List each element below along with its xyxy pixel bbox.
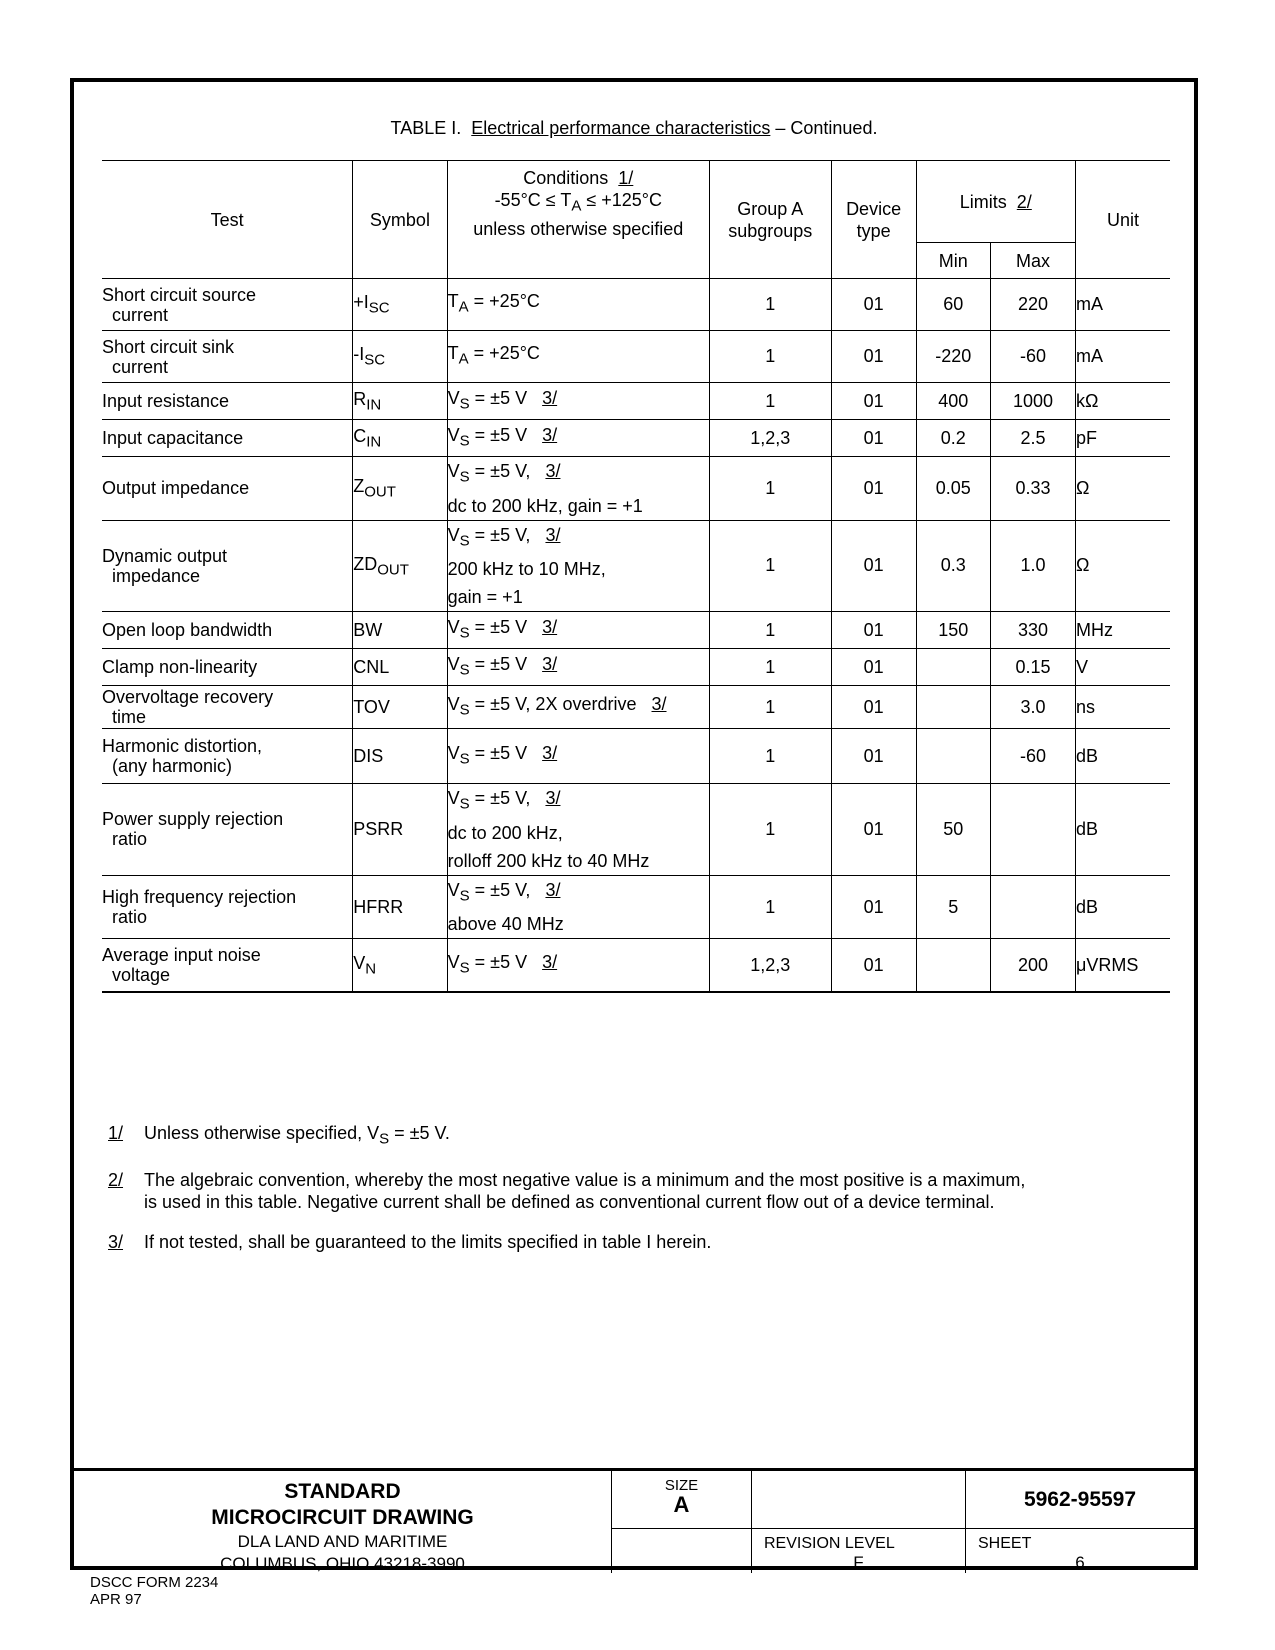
cell-group: 1 xyxy=(709,784,831,876)
cell-min: 150 xyxy=(916,612,990,649)
cell-max: -60 xyxy=(991,331,1076,383)
title-block-blank xyxy=(752,1471,966,1529)
title-block-agency: STANDARD MICROCIRCUIT DRAWING DLA LAND AND MARITIME COLUMBUS, OHIO 43218-3990 xyxy=(74,1471,612,1573)
cell-symbol: HFRR xyxy=(353,875,447,939)
cell-unit: dB xyxy=(1076,784,1170,876)
cell-symbol: $R_{IN}$ xyxy=(353,383,447,420)
cell-symbol: PSRR xyxy=(353,784,447,876)
cell-min xyxy=(916,686,990,729)
revision-level: REVISION LEVEL F xyxy=(752,1529,966,1573)
cell-group: 1 xyxy=(709,649,831,686)
cell-conditions: $V_S = \pm 5$ V 3/ xyxy=(447,649,709,686)
cell-min: 400 xyxy=(916,383,990,420)
table-row xyxy=(102,279,1170,331)
table-row xyxy=(102,383,1170,420)
cell-unit: mA xyxy=(1076,279,1170,331)
cell-min: -220 xyxy=(916,331,990,383)
title-block-size: SIZE A xyxy=(612,1471,752,1529)
form-number: DSCC FORM 2234 APR 97 xyxy=(90,1574,219,1608)
table-row xyxy=(102,784,1170,876)
cell-conditions: $T_A = +25^\circ C$ xyxy=(447,331,709,383)
cell-conditions: $V_S = \pm 5$ V, 3/ above 40 MHz xyxy=(447,875,709,939)
cell-conditions: $T_A = +25^\circ C$ xyxy=(447,279,709,331)
table-row xyxy=(102,612,1170,649)
cell-test: Short circuit source current xyxy=(102,279,353,331)
cell-device: 01 xyxy=(831,686,916,729)
cell-unit: MHz xyxy=(1076,612,1170,649)
cell-unit: ns xyxy=(1076,686,1170,729)
table-row xyxy=(102,875,1170,939)
cell-min: 0.05 xyxy=(916,457,990,521)
electrical-characteristics-table xyxy=(102,160,1170,993)
cell-test: Clamp non-linearity xyxy=(102,649,353,686)
cell-group: 1 xyxy=(709,612,831,649)
cell-max: 220 xyxy=(991,279,1076,331)
cell-max: -60 xyxy=(991,729,1076,784)
cell-device: 01 xyxy=(831,612,916,649)
cell-symbol: $Z_{OUT}$ xyxy=(353,457,447,521)
cell-min: 60 xyxy=(916,279,990,331)
cell-min: 0.2 xyxy=(916,420,990,457)
cell-symbol: DIS xyxy=(353,729,447,784)
cell-device: 01 xyxy=(831,383,916,420)
cell-max: 0.33 xyxy=(991,457,1076,521)
table-row xyxy=(102,649,1170,686)
header-min: Min xyxy=(916,243,990,279)
cell-min: 0.3 xyxy=(916,520,990,612)
cell-conditions: $V_S = \pm 5$ V 3/ xyxy=(447,729,709,784)
cell-min xyxy=(916,939,990,992)
cell-device: 01 xyxy=(831,420,916,457)
title-block xyxy=(74,1468,1194,1573)
cell-test: High frequency rejection ratio xyxy=(102,875,353,939)
table-row xyxy=(102,939,1170,992)
cell-symbol: TOV xyxy=(353,686,447,729)
table-row xyxy=(102,420,1170,457)
header-device-type: Device type xyxy=(831,161,916,279)
header-limits: Limits 2/ xyxy=(916,161,1075,243)
table-row xyxy=(102,457,1170,521)
cell-conditions: $V_S = \pm 5$ V 3/ xyxy=(447,612,709,649)
cell-conditions: $V_S = \pm 5$ V 3/ xyxy=(447,939,709,992)
cell-symbol: $+I_{SC}$ xyxy=(353,279,447,331)
cell-test: Harmonic distortion, (any harmonic) xyxy=(102,729,353,784)
title-block-blank-2 xyxy=(612,1529,752,1573)
cell-device: 01 xyxy=(831,279,916,331)
table-row xyxy=(102,331,1170,383)
cell-test: Input resistance xyxy=(102,383,353,420)
table-row xyxy=(102,520,1170,612)
cell-symbol: BW xyxy=(353,612,447,649)
cell-symbol: $V_N$ xyxy=(353,939,447,992)
cell-device: 01 xyxy=(831,520,916,612)
cell-unit: Ω xyxy=(1076,520,1170,612)
cell-unit: kΩ xyxy=(1076,383,1170,420)
cell-max: 200 xyxy=(991,939,1076,992)
cell-device: 01 xyxy=(831,729,916,784)
cell-group: 1 xyxy=(709,729,831,784)
footnote-2: 2/ The algebraic convention, whereby the most negative value is a minimum and the most positive is a maximum, is used in this table. Negative current shall be defined as conventional current flow out of a device terminal. xyxy=(108,1169,1026,1212)
cell-max: 0.15 xyxy=(991,649,1076,686)
header-symbol: Symbol xyxy=(353,161,447,279)
cell-device: 01 xyxy=(831,875,916,939)
cell-conditions: $V_S = \pm 5$ V, 3/ 200 kHz to 10 MHz, gain = +1 xyxy=(447,520,709,612)
page-frame xyxy=(70,78,1198,1573)
cell-group: 1 xyxy=(709,279,831,331)
table-body xyxy=(102,279,1170,992)
cell-max: 3.0 xyxy=(991,686,1076,729)
cell-symbol: CNL xyxy=(353,649,447,686)
cell-unit: pF xyxy=(1076,420,1170,457)
cell-unit: mA xyxy=(1076,331,1170,383)
cell-test: Overvoltage recovery time xyxy=(102,686,353,729)
cell-device: 01 xyxy=(831,939,916,992)
footnotes xyxy=(108,1122,1108,1271)
header-max: Max xyxy=(991,243,1076,279)
cell-min xyxy=(916,649,990,686)
header-group-a: Group A subgroups xyxy=(709,161,831,279)
cell-test: Dynamic output impedance xyxy=(102,520,353,612)
cell-max xyxy=(991,875,1076,939)
cell-min: 50 xyxy=(916,784,990,876)
sheet-number: SHEET 6 xyxy=(978,1535,1085,1572)
cell-max: 1000 xyxy=(991,383,1076,420)
cell-unit: V xyxy=(1076,649,1170,686)
cell-conditions: $V_S = \pm 5$ V 3/ xyxy=(447,383,709,420)
table-row xyxy=(102,729,1170,784)
cell-test: Input capacitance xyxy=(102,420,353,457)
cell-device: 01 xyxy=(831,649,916,686)
cell-device: 01 xyxy=(831,331,916,383)
cell-test: Output impedance xyxy=(102,457,353,521)
cell-min: 5 xyxy=(916,875,990,939)
cell-test: Short circuit sink current xyxy=(102,331,353,383)
cell-conditions: $V_S = \pm 5$ V 3/ xyxy=(447,420,709,457)
header-test: Test xyxy=(102,161,353,279)
cell-group: 1 xyxy=(709,875,831,939)
cell-symbol: $ZD_{OUT}$ xyxy=(353,520,447,612)
footnote-1: 1/ Unless otherwise specified, $V_S = \pm 5$ V. xyxy=(108,1123,450,1148)
cell-max xyxy=(991,784,1076,876)
cell-max: 2.5 xyxy=(991,420,1076,457)
cell-test: Average input noise voltage xyxy=(102,939,353,992)
cell-max: 330 xyxy=(991,612,1076,649)
cell-test: Open loop bandwidth xyxy=(102,612,353,649)
cell-conditions: $V_S = \pm 5$ V, 2X overdrive 3/ xyxy=(447,686,709,729)
cell-group: 1 xyxy=(709,686,831,729)
cell-unit: dB xyxy=(1076,729,1170,784)
cell-group: 1,2,3 xyxy=(709,939,831,992)
cell-symbol: $C_{IN}$ xyxy=(353,420,447,457)
table-row xyxy=(102,686,1170,729)
cell-device: 01 xyxy=(831,457,916,521)
cell-group: 1 xyxy=(709,331,831,383)
cell-symbol: $-I_{SC}$ xyxy=(353,331,447,383)
cell-group: 1 xyxy=(709,520,831,612)
cell-unit: dB xyxy=(1076,875,1170,939)
cell-max: 1.0 xyxy=(991,520,1076,612)
cell-group: 1 xyxy=(709,383,831,420)
cell-conditions: $V_S = \pm 5$ V, 3/ dc to 200 kHz, rolloff 200 kHz to 40 MHz xyxy=(447,784,709,876)
cell-unit: μVRMS xyxy=(1076,939,1170,992)
cell-test: Power supply rejection ratio xyxy=(102,784,353,876)
drawing-number: 5962-95597 xyxy=(966,1471,1194,1529)
cell-min xyxy=(916,729,990,784)
cell-device: 01 xyxy=(831,784,916,876)
header-unit: Unit xyxy=(1076,161,1170,279)
cell-conditions: $V_S = \pm 5$ V, 3/ dc to 200 kHz, gain = +1 xyxy=(447,457,709,521)
cell-unit: Ω xyxy=(1076,457,1170,521)
cell-group: 1 xyxy=(709,457,831,521)
cell-group: 1,2,3 xyxy=(709,420,831,457)
header-conditions: Conditions 1/ $-55^\circ C \le T_A \le +125^\circ C$ unless otherwise specified xyxy=(447,161,709,279)
table-title: TABLE I. Electrical performance characteristics – Continued. xyxy=(390,118,878,138)
footnote-3: 3/ If not tested, shall be guaranteed to the limits specified in table I herein. xyxy=(108,1231,712,1252)
